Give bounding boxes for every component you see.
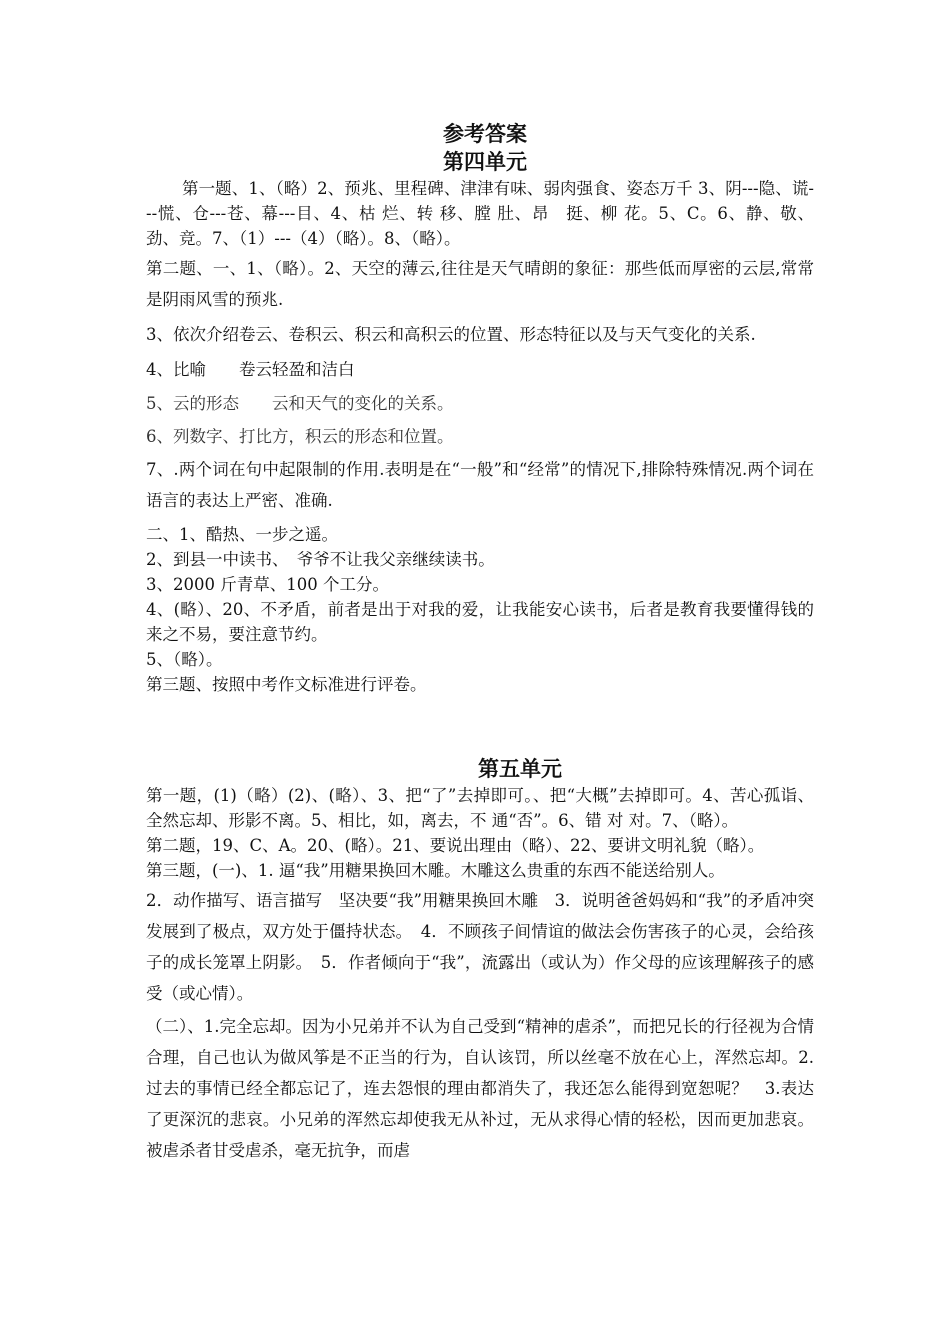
unit4-part2-line-4: 4、(略）、20、不矛盾，前者是出于对我的爱，让我能安心读书，后者是教育我要懂得钱的来之不易，要注意节约。	[146, 600, 814, 644]
unit4-q3-answer: 第三题、按照中考作文标准进行评卷。	[146, 675, 427, 694]
unit5-q2-answer: 第二题，19、C、A。20、(略）。21、要说出理由（略）、22、要讲文明礼貌（略）。	[146, 836, 765, 855]
unit5-heading: 第五单元	[478, 756, 562, 781]
unit5-q3-line-2: 2．动作描写、语言描写 坚决要“我”用糖果换回木雕 3．说明爸爸妈妈和“我”的矛盾冲突发展到了极点，双方处于僵持状态。 4．不顾孩子间情谊的做法会伤害孩子的心灵，会给孩子的成长笼罩上阴影。 5．作者倾向于“我”，流露出（或认为）作父母的应该理解孩子的感受（或心情）。	[146, 891, 814, 1003]
unit4-q2-line-1: 第二题、一、1、（略）。2、天空的薄云,往往是天气晴朗的象征：那些低而厚密的云层,常常是阴雨风雪的预兆.	[146, 259, 814, 309]
unit5-q3-line-1: 第三题，(一)、1. 逼“我”用糖果换回木雕。木雕这么贵重的东西不能送给别人。	[146, 861, 725, 880]
unit4-part2-line-1: 二、1、酷热、一步之遥。	[146, 525, 338, 544]
unit4-q2-line-5: 5、云的形态 云和天气的变化的关系。	[146, 394, 454, 413]
unit4-q2-line-7: 7、.两个词在句中起限制的作用.表明是在“一般”和“经常”的情况下,排除特殊情况.两个词在语言的表达上严密、准确.	[146, 460, 814, 510]
document-title: 参考答案	[443, 121, 527, 146]
unit4-q2-line-3: 3、依次介绍卷云、卷积云、积云和高积云的位置、形态特征以及与天气变化的关系.	[146, 325, 756, 344]
section-spacer	[146, 697, 814, 755]
unit4-heading: 第四单元	[443, 149, 527, 174]
document-body	[146, 120, 814, 1166]
unit4-q2-line-4: 4、比喻 卷云轻盈和洁白	[146, 360, 355, 379]
unit4-part2-line-2: 2、到县一中读书、 爷爷不让我父亲继续读书。	[146, 550, 495, 569]
unit4-q1-answer: 第一题、1、（略）2、预兆、里程碑、津津有味、弱肉强食、姿态万千 3、阴---隐、谎---慌、仓---苍、幕---目、4、枯 烂、转 移、膛 肚、昂 挺、柳 花。5、C。6、静、敬、劲、竞。7、（1）---（4）（略）。8、（略）。	[146, 179, 814, 248]
unit4-part2-line-3: 3、2000 斤青草、100 个工分。	[146, 575, 389, 594]
unit5-q1-answer: 第一题，(1)（略）(2)、(略）、3、把“了”去掉即可。、把“大概”去掉即可。4、苦心孤诣、全然忘却、形影不离。5、相比，如，离去，不 通“否”。6、错 对 对。7、（略）。	[146, 786, 814, 830]
unit4-part2-line-5: 5、（略）。	[146, 650, 223, 669]
unit4-q2-line-6: 6、列数字、打比方，积云的形态和位置。	[146, 427, 454, 446]
unit5-q3-part2: （二）、1.完全忘却。因为小兄弟并不认为自己受到“精神的虐杀”，而把兄长的行径视为合情合理，自己也认为做风筝是不正当的行为，自认该罚，所以丝毫不放在心上，浑然忘却。2.过去的事情已经全都忘记了，连去怨恨的理由都消失了，我还怎么能得到宽恕呢？ 3.表达了更深沉的悲哀。小兄弟的浑然忘却使我无从补过，无从求得心情的轻松，因而更加悲哀。被虐杀者甘受虐杀，毫无抗争，而虐	[146, 1017, 814, 1160]
